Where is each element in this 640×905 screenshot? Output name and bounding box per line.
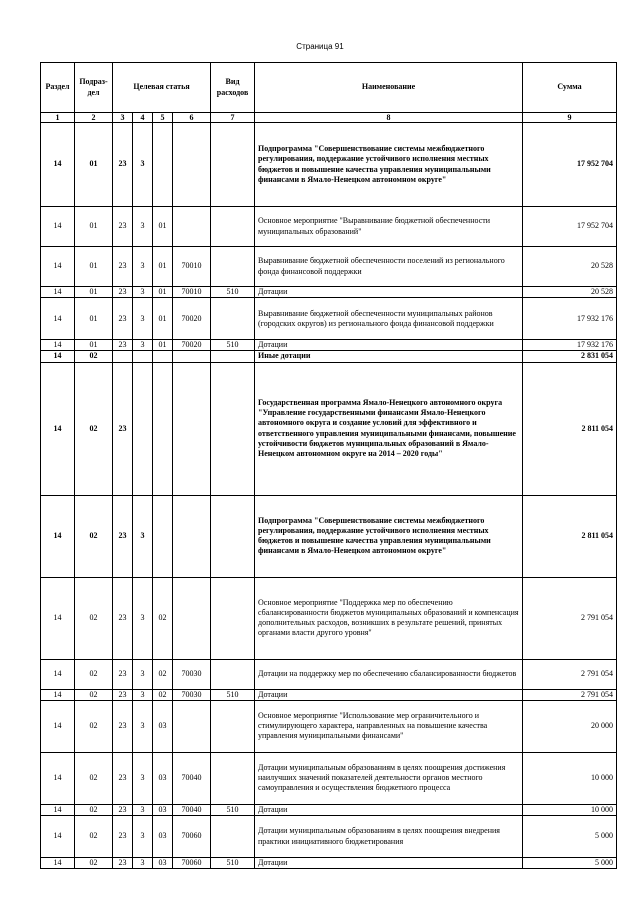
cell-vid: 510	[211, 858, 255, 869]
cell-target-direction: 70030	[173, 689, 211, 700]
cell-target-subprogram: 3	[133, 207, 153, 247]
cell-name: Дотации	[255, 287, 523, 298]
cell-target-measure: 03	[153, 700, 173, 752]
cell-target-program: 23	[113, 362, 133, 495]
col-header-sum: Сумма	[523, 63, 617, 113]
cell-target-subprogram: 3	[133, 858, 153, 869]
table-row	[41, 340, 617, 351]
cell-target-program: 23	[113, 689, 133, 700]
cell-podrazdel: 02	[75, 351, 113, 362]
col-number: 4	[133, 113, 153, 123]
cell-name: Дотации	[255, 340, 523, 351]
table-row	[41, 804, 617, 815]
table-row	[41, 689, 617, 700]
cell-target-measure	[153, 495, 173, 577]
table-body	[41, 123, 617, 869]
cell-target-measure: 01	[153, 287, 173, 298]
cell-sum: 20 528	[523, 287, 617, 298]
cell-target-measure: 02	[153, 659, 173, 689]
cell-target-direction: 70060	[173, 858, 211, 869]
cell-vid: 510	[211, 287, 255, 298]
cell-target-program: 23	[113, 659, 133, 689]
cell-target-direction: 70030	[173, 659, 211, 689]
cell-name: Дотации	[255, 804, 523, 815]
budget-table	[40, 62, 617, 869]
cell-target-program: 23	[113, 700, 133, 752]
cell-razdel: 14	[41, 804, 75, 815]
col-number: 9	[523, 113, 617, 123]
cell-razdel: 14	[41, 577, 75, 659]
table-row	[41, 123, 617, 207]
col-number: 1	[41, 113, 75, 123]
cell-target-measure: 01	[153, 247, 173, 287]
cell-target-subprogram	[133, 362, 153, 495]
cell-podrazdel: 01	[75, 340, 113, 351]
table-row	[41, 351, 617, 362]
cell-podrazdel: 02	[75, 689, 113, 700]
cell-podrazdel: 02	[75, 700, 113, 752]
cell-target-subprogram: 3	[133, 495, 153, 577]
cell-podrazdel: 02	[75, 816, 113, 858]
cell-target-program	[113, 351, 133, 362]
cell-target-program: 23	[113, 298, 133, 340]
table-row	[41, 495, 617, 577]
cell-sum: 20 528	[523, 247, 617, 287]
col-number: 8	[255, 113, 523, 123]
cell-target-subprogram: 3	[133, 287, 153, 298]
col-header-podrazdel: Подраз-дел	[75, 63, 113, 113]
cell-name: Основное мероприятие "Выравнивание бюджетной обеспеченности муниципальных образований"	[255, 207, 523, 247]
cell-target-measure: 01	[153, 340, 173, 351]
cell-razdel: 14	[41, 351, 75, 362]
cell-target-direction	[173, 123, 211, 207]
col-header-razdel: Раздел	[41, 63, 75, 113]
cell-vid	[211, 577, 255, 659]
cell-target-measure	[153, 362, 173, 495]
cell-target-direction	[173, 351, 211, 362]
cell-target-program: 23	[113, 858, 133, 869]
cell-target-measure: 03	[153, 752, 173, 804]
col-header-vid: Вид расходов	[211, 63, 255, 113]
cell-target-direction: 70020	[173, 340, 211, 351]
cell-name: Дотации муниципальным образованиям в целях поощрения внедрения практики инициативного бюджетирования	[255, 816, 523, 858]
cell-vid: 510	[211, 804, 255, 815]
cell-vid	[211, 207, 255, 247]
col-header-name: Наименование	[255, 63, 523, 113]
cell-name: Иные дотации	[255, 351, 523, 362]
cell-target-measure	[153, 123, 173, 207]
cell-target-direction: 70040	[173, 804, 211, 815]
cell-sum: 5 000	[523, 858, 617, 869]
cell-sum: 10 000	[523, 752, 617, 804]
cell-vid: 510	[211, 689, 255, 700]
cell-target-measure	[153, 351, 173, 362]
cell-target-subprogram: 3	[133, 659, 153, 689]
cell-podrazdel: 01	[75, 247, 113, 287]
cell-razdel: 14	[41, 123, 75, 207]
cell-razdel: 14	[41, 362, 75, 495]
cell-podrazdel: 01	[75, 287, 113, 298]
cell-target-direction: 70020	[173, 298, 211, 340]
table-row	[41, 577, 617, 659]
cell-target-subprogram: 3	[133, 752, 153, 804]
col-number: 6	[173, 113, 211, 123]
cell-sum: 20 000	[523, 700, 617, 752]
table-row	[41, 298, 617, 340]
cell-name: Основное мероприятие "Использование мер ограничительного и стимулирующего характера, направленных на повышение качества управления муниципальными финансами"	[255, 700, 523, 752]
cell-razdel: 14	[41, 752, 75, 804]
cell-target-direction	[173, 700, 211, 752]
cell-target-program: 23	[113, 752, 133, 804]
cell-target-measure: 03	[153, 858, 173, 869]
cell-sum: 2 791 054	[523, 659, 617, 689]
cell-target-program: 23	[113, 123, 133, 207]
cell-target-measure: 02	[153, 577, 173, 659]
cell-name: Дотации муниципальным образованиям в целях поощрения достижения наилучших значений показателей деятельности органов местного самоуправления и осуществления бюджетного процесса	[255, 752, 523, 804]
cell-podrazdel: 02	[75, 659, 113, 689]
cell-podrazdel: 01	[75, 207, 113, 247]
cell-target-measure: 02	[153, 689, 173, 700]
cell-vid	[211, 123, 255, 207]
table-row	[41, 247, 617, 287]
cell-target-subprogram: 3	[133, 700, 153, 752]
cell-target-direction: 70010	[173, 247, 211, 287]
cell-target-subprogram: 3	[133, 247, 153, 287]
cell-target-direction: 70060	[173, 816, 211, 858]
cell-target-direction	[173, 495, 211, 577]
cell-target-measure: 03	[153, 804, 173, 815]
cell-target-subprogram: 3	[133, 123, 153, 207]
cell-razdel: 14	[41, 287, 75, 298]
cell-target-measure: 03	[153, 816, 173, 858]
cell-vid	[211, 362, 255, 495]
cell-target-program: 23	[113, 340, 133, 351]
cell-target-subprogram: 3	[133, 577, 153, 659]
cell-podrazdel: 02	[75, 858, 113, 869]
cell-vid	[211, 247, 255, 287]
cell-name: Дотации	[255, 858, 523, 869]
table-row	[41, 207, 617, 247]
col-number: 2	[75, 113, 113, 123]
cell-name: Подпрограмма "Совершенствование системы межбюджетного регулирования, поддержание устойчивого исполнения местных бюджетов и повышение качества управления муниципальными финансами в Ямало-Ненецком автономном округе"	[255, 495, 523, 577]
cell-name: Дотации на поддержку мер по обеспечению сбалансированности бюджетов	[255, 659, 523, 689]
cell-vid	[211, 298, 255, 340]
cell-target-subprogram: 3	[133, 340, 153, 351]
cell-name: Выравнивание бюджетной обеспеченности муниципальных районов (городских округов) из регионального фонда финансовой поддержки	[255, 298, 523, 340]
cell-podrazdel: 02	[75, 495, 113, 577]
col-number: 7	[211, 113, 255, 123]
cell-name: Государственная программа Ямало-Ненецкого автономного округа "Управление государственными финансами Ямало-Ненецкого автономного округа и создание условий для эффективного и ответственного управления муниципальными финансами, повышение устойчивости бюджетов муниципальных образований в Ямало-Ненецком автономном округе на 2014 – 2020 годы"	[255, 362, 523, 495]
cell-sum: 5 000	[523, 816, 617, 858]
cell-sum: 17 932 176	[523, 340, 617, 351]
cell-target-program: 23	[113, 287, 133, 298]
table-row	[41, 700, 617, 752]
cell-vid	[211, 351, 255, 362]
cell-razdel: 14	[41, 247, 75, 287]
cell-razdel: 14	[41, 340, 75, 351]
col-number: 5	[153, 113, 173, 123]
cell-sum: 10 000	[523, 804, 617, 815]
cell-target-program: 23	[113, 577, 133, 659]
cell-target-program: 23	[113, 247, 133, 287]
cell-podrazdel: 02	[75, 577, 113, 659]
cell-vid	[211, 700, 255, 752]
column-numbers-row	[41, 113, 617, 123]
cell-target-program: 23	[113, 207, 133, 247]
table-row	[41, 858, 617, 869]
cell-target-subprogram: 3	[133, 298, 153, 340]
cell-name: Дотации	[255, 689, 523, 700]
cell-podrazdel: 01	[75, 298, 113, 340]
cell-target-direction: 70010	[173, 287, 211, 298]
col-number: 3	[113, 113, 133, 123]
cell-target-direction	[173, 362, 211, 495]
cell-name: Подпрограмма "Совершенствование системы межбюджетного регулирования, поддержание устойчивого исполнения местных бюджетов и повышение качества управления муниципальными финансами в Ямало-Ненецком автономном округе"	[255, 123, 523, 207]
cell-sum: 2 791 054	[523, 689, 617, 700]
cell-sum: 17 952 704	[523, 207, 617, 247]
cell-sum: 2 811 054	[523, 362, 617, 495]
cell-target-program: 23	[113, 804, 133, 815]
cell-razdel: 14	[41, 816, 75, 858]
cell-target-measure: 01	[153, 207, 173, 247]
cell-razdel: 14	[41, 298, 75, 340]
cell-target-direction	[173, 577, 211, 659]
cell-target-measure: 01	[153, 298, 173, 340]
cell-target-subprogram: 3	[133, 689, 153, 700]
cell-razdel: 14	[41, 659, 75, 689]
cell-vid	[211, 752, 255, 804]
table-row	[41, 659, 617, 689]
table-row	[41, 362, 617, 495]
cell-sum: 17 952 704	[523, 123, 617, 207]
cell-podrazdel: 02	[75, 804, 113, 815]
header-row	[41, 63, 617, 113]
cell-target-program: 23	[113, 816, 133, 858]
cell-target-subprogram: 3	[133, 816, 153, 858]
cell-sum: 2 791 054	[523, 577, 617, 659]
cell-razdel: 14	[41, 858, 75, 869]
cell-vid: 510	[211, 340, 255, 351]
cell-vid	[211, 659, 255, 689]
cell-razdel: 14	[41, 689, 75, 700]
cell-vid	[211, 816, 255, 858]
cell-sum: 17 932 176	[523, 298, 617, 340]
cell-podrazdel: 02	[75, 752, 113, 804]
cell-razdel: 14	[41, 495, 75, 577]
cell-razdel: 14	[41, 700, 75, 752]
cell-target-subprogram	[133, 351, 153, 362]
cell-target-direction: 70040	[173, 752, 211, 804]
table-row	[41, 287, 617, 298]
cell-sum: 2 831 054	[523, 351, 617, 362]
cell-podrazdel: 01	[75, 123, 113, 207]
cell-name: Основное мероприятие "Поддержка мер по обеспечению сбалансированности бюджетов муниципальных образований и компенсация дополнительных расходов, возникших в результате решений, принятых органами власти другого уровня"	[255, 577, 523, 659]
col-header-target: Целевая статья	[113, 63, 211, 113]
table-row	[41, 816, 617, 858]
cell-name: Выравнивание бюджетной обеспеченности поселений из регионального фонда финансовой поддержки	[255, 247, 523, 287]
cell-vid	[211, 495, 255, 577]
page-header: Страница 91	[296, 42, 344, 51]
table-row	[41, 752, 617, 804]
cell-target-subprogram: 3	[133, 804, 153, 815]
cell-podrazdel: 02	[75, 362, 113, 495]
cell-sum: 2 811 054	[523, 495, 617, 577]
cell-target-direction	[173, 207, 211, 247]
cell-target-program: 23	[113, 495, 133, 577]
cell-razdel: 14	[41, 207, 75, 247]
